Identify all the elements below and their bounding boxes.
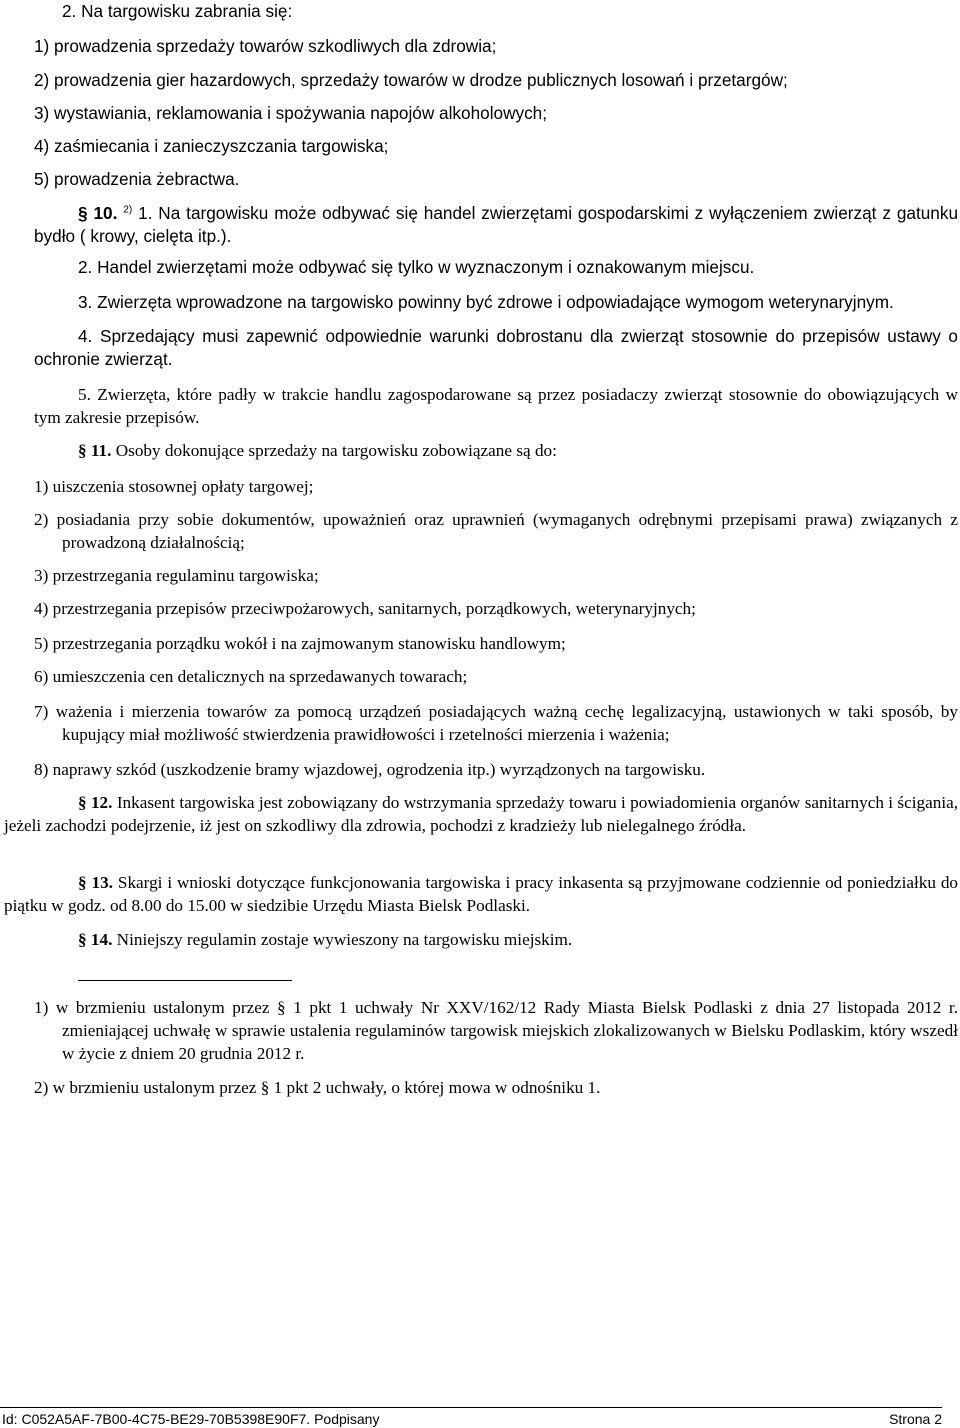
section-12-text: Inkasent targowiska jest zobowiązany do wstrzymania sprzedaży towaru i powiadomienia organów sanitarnych i ścigania, jeżeli zachodzi podejrzenie, iż jest on szkodliwy dla zdrowia, pochodzi z kradzieży lub nielegalnego źródła.: [4, 793, 959, 835]
section-14-number: § 14.: [78, 930, 113, 949]
section-9-point-2-heading: 2. Na targowisku zabrania się:: [62, 1, 293, 21]
list-item: 6) umieszczenia cen detalicznych na sprzedawanych towarach;: [34, 667, 468, 686]
list-item: 3) wystawiania, reklamowania i spożywania napojów alkoholowych;: [34, 103, 548, 123]
section-14: [78, 929, 572, 951]
section-10-point-3: 3. Zwierzęta wprowadzone na targowisko powinny być zdrowe i odpowiadające wymogom weterynaryjnym.: [78, 292, 894, 312]
list-item: 7) ważenia i mierzenia towarów za pomocą urządzeń posiadających ważną cechę legalizacyjną, ustawionych w taki sposób, by kupujący miał możliwość stwierdzenia prawidłowości i rzetelności mierzenia i ważenia;: [34, 702, 958, 744]
list-item: 3) przestrzegania regulaminu targowiska;: [34, 566, 319, 585]
section-14-text: Niniejszy regulamin zostaje wywieszony na targowisku miejskim.: [116, 930, 573, 949]
list-item: 4) zaśmiecania i zanieczyszczania targowiska;: [34, 136, 389, 156]
page-number: Strona 2: [889, 1411, 942, 1427]
list-item: 1) uiszczenia stosownej opłaty targowej;: [34, 477, 314, 496]
section-10-point-4: 4. Sprzedający musi zapewnić odpowiednie warunki dobrostanu dla zwierząt stosownie do przepisów ustawy o ochronie zwierząt.: [34, 326, 958, 369]
section-11-number: § 11.: [78, 441, 112, 460]
section-10-number: § 10.: [78, 203, 118, 223]
footnote-1: 1) w brzmieniu ustalonym przez § 1 pkt 1 uchwały Nr XXV/162/12 Rady Miasta Bielsk Podlaski z dnia 27 listopada 2012 r. zmieniającej uchwałę w sprawie ustalenia regulaminów targowisk miejskich zlokalizowanych w Bielsku Podlaskim, który wszedł w życie z dniem 20 grudnia 2012 r.: [34, 998, 958, 1063]
footnote-separator: [78, 980, 292, 981]
section-13: [4, 871, 958, 917]
list-item: 5) prowadzenia żebractwa.: [34, 169, 240, 189]
section-10-text-1: 1. Na targowisku może odbywać się handel zwierzętami gospodarskimi z wyłączeniem zwierząt z gatunku bydło ( krowy, cielęta itp.).: [34, 203, 958, 246]
section-11-intro: [78, 440, 557, 462]
list-item: 2) prowadzenia gier hazardowych, sprzedaży towarów w drodze publicznych losowań i przetargów;: [34, 70, 788, 90]
section-10-point-5: 5. Zwierzęta, które padły w trakcie handlu zagospodarowane są przez posiadaczy zwierząt stosownie do obowiązujących w tym zakresie przepisów.: [34, 385, 958, 427]
section-12-number: § 12.: [78, 793, 113, 812]
section-11-intro-text: Osoby dokonujące sprzedaży na targowisku zobowiązane są do:: [115, 441, 557, 460]
footer-rule: [0, 1407, 942, 1408]
list-item: 8) naprawy szkód (uszkodzenie bramy wjazdowej, ogrodzenia itp.) wyrządzonych na targowisku.: [34, 760, 706, 779]
list-item: 5) przestrzegania porządku wokół i na zajmowanym stanowisku handlowym;: [34, 634, 566, 653]
document-id: Id: C052A5AF-7B00-4C75-BE29-70B5398E90F7. Podpisany: [2, 1411, 380, 1427]
section-13-number: § 13.: [78, 873, 113, 892]
section-13-text: Skargi i wnioski dotyczące funkcjonowania targowiska i pracy inkasenta są przyjmowane codziennie od poniedziałku do piątku w godz. od 8.00 do 15.00 w siedzibie Urzędu Miasta Bielsk Podlaski.: [4, 873, 959, 915]
section-12: [4, 791, 958, 837]
list-item: 2) posiadania przy sobie dokumentów, upoważnień oraz uprawnień (wymaganych odrębnymi przepisami prawa) związanych z prowadzoną działalnością;: [34, 510, 958, 552]
footnote-2: 2) w brzmieniu ustalonym przez § 1 pkt 2 uchwały, o której mowa w odnośniku 1.: [34, 1078, 601, 1097]
footnote-ref: 2): [123, 204, 133, 216]
section-10-point-2: 2. Handel zwierzętami może odbywać się tylko w wyznaczonym i oznakowanym miejscu.: [78, 257, 755, 277]
section-10-point-1: [34, 202, 958, 248]
list-item: 1) prowadzenia sprzedaży towarów szkodliwych dla zdrowia;: [34, 36, 497, 56]
list-item: 4) przestrzegania przepisów przeciwpożarowych, sanitarnych, porządkowych, weterynaryjnych;: [34, 599, 696, 618]
